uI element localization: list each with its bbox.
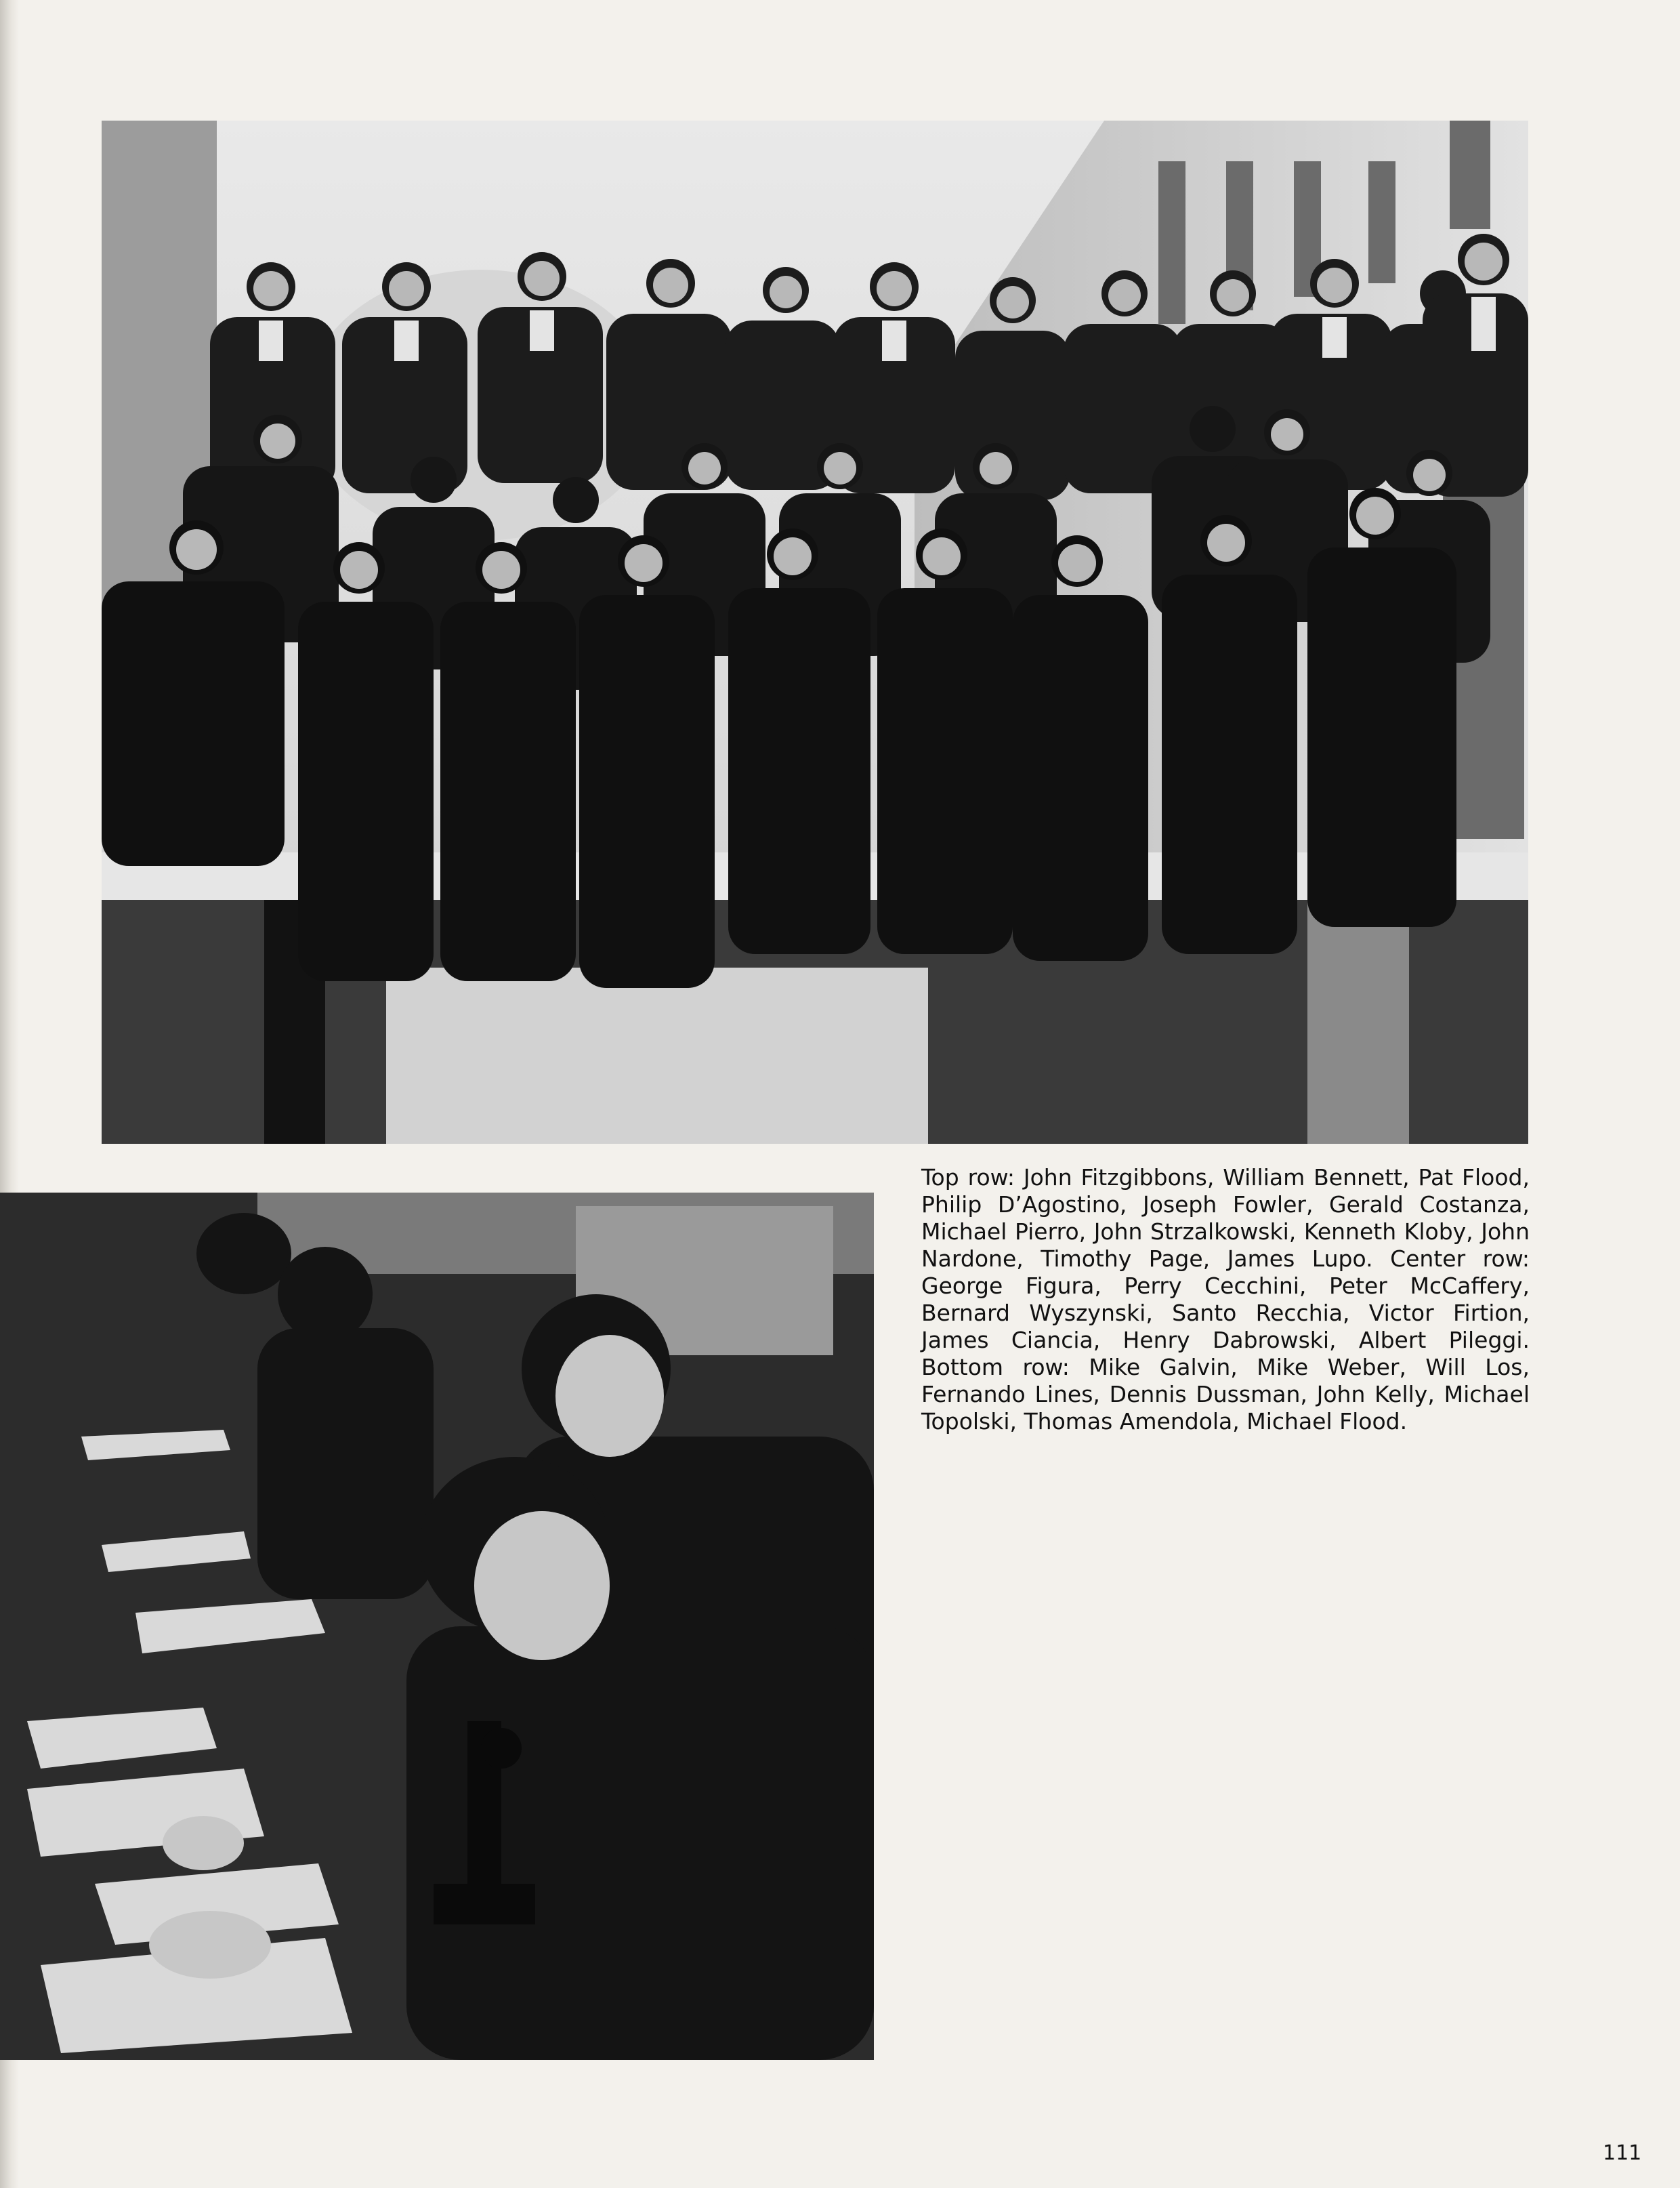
laboratory-photo (0, 1193, 874, 2060)
group-photo (102, 121, 1528, 1144)
photo-caption: Top row: John Fitzgibbons, William Bennett, Pat Flood, Philip D’Agostino, Joseph Fowler, Gerald Costanza, Michael Pierro, John Strzalkowski, Kenneth Kloby, John Nardone, Timothy Page, James Lupo. Center row: George Figura, Perry Cecchini, Peter McCaffery, Bernard Wyszynski, Santo Recchia, Victor Firtion, James Ciancia, Henry Dabrowski, Albert Pileggi. Bottom row: Mike Galvin, Mike Weber, Will Los, Fernando Lines, Dennis Dussman, John Kelly, Michael Topolski, Thomas Amendola, Michael Flood. (921, 1164, 1530, 1434)
page-number: 111 (1603, 2141, 1642, 2165)
